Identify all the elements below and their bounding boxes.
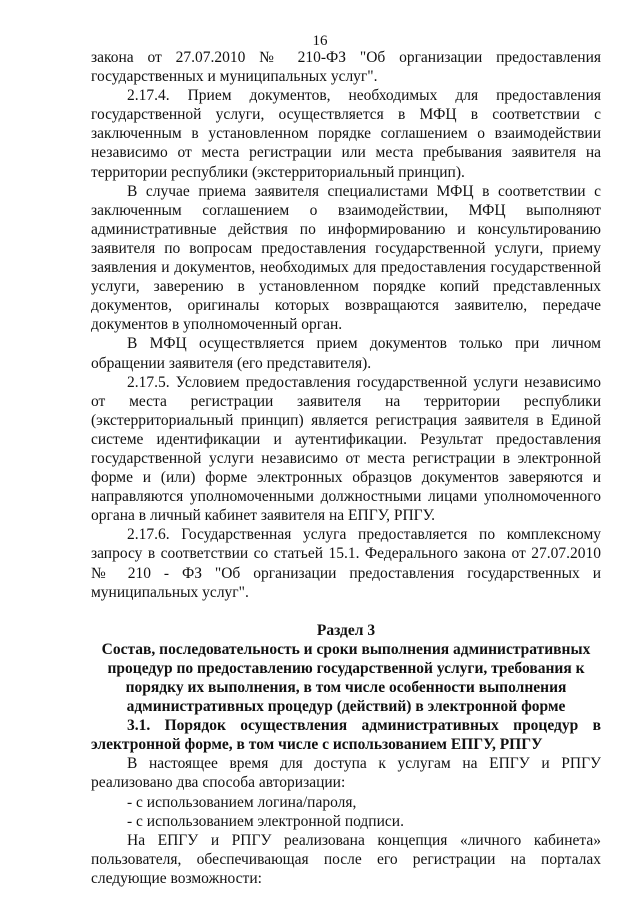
list-item: - с использованием логина/пароля,	[127, 793, 357, 811]
section-heading: Раздел 3	[316, 621, 376, 639]
paragraph: В МФЦ осуществляется прием документов только при личном обращении заявителя (его представителя).	[91, 335, 601, 372]
paragraph: закона от 27.07.2010 № 210-ФЗ "Об организации предоставления государственных и муниципальных услуг".	[91, 49, 601, 86]
paragraph: В настоящее время для доступа к услугам на ЕПГУ и РПГУ реализовано два способа авторизации:	[91, 755, 601, 792]
paragraph: 2.17.4. Прием документов, необходимых для предоставления государственной услуги, осуществляется в МФЦ в соответствии с заключенным в установленном порядке соглашением о взаимодействии независимо от места регистрации или места пребывания заявителя на территории республики (экстерриториальный принцип).	[91, 87, 601, 181]
paragraph: 2.17.6. Государственная услуга предоставляется по комплексному запросу в соответствии со статьей 15.1. Федерального закона от 27.07.2010 № 210 - ФЗ "Об организации предоставления государственных и муниципальных услуг".	[91, 526, 601, 601]
page-number: 16	[312, 33, 328, 49]
spacer	[91, 602, 601, 621]
paragraph: На ЕПГУ и РПГУ реализована концепция «личного кабинета» пользователя, обеспечивающая после его регистрации на порталах следующие возможности:	[91, 831, 601, 887]
list-item: - с использованием электронной подписи.	[127, 812, 404, 830]
paragraph: 2.17.5. Условием предоставления государственной услуги независимо от места регистрации заявителя на территории республики (экстерриториальный принцип) является регистрация заявителя в Единой системе идентификации и аутентификации. Результат предоставления государственной услуги независимо от места регистрации в электронной форме и (или) форме электронных образцов документов заверяются и направляются уполномоченными должностными лицами уполномоченного органа в личный кабинет заявителя на ЕПГУ, РПГУ.	[91, 373, 601, 525]
section-title: Состав, последовательность и сроки выполнения административных процедур по предоставлению государственной услуги, требования к порядку их выполнения, в том числе особенности выполнения административных процедур (действий) в электронной форме	[101, 640, 591, 716]
paragraph: В случае приема заявителя специалистами МФЦ в соответствии с заключенным соглашением о взаимодействии, МФЦ выполняют административные действия по информированию и консультированию заявителя по вопросам предоставления государственной услуги, приему заявления и документов, необходимых для предоставления государственной услуги, заверению в установленном порядке копий представленных документов, оригиналы которых возвращаются заявителю, передаче документов в уполномоченный орган.	[91, 182, 601, 334]
document-body	[91, 48, 601, 888]
subsection-title: 3.1. Порядок осуществления административных процедур в электронной форме, в том числе с использованием ЕПГУ, РПГУ	[91, 717, 601, 754]
